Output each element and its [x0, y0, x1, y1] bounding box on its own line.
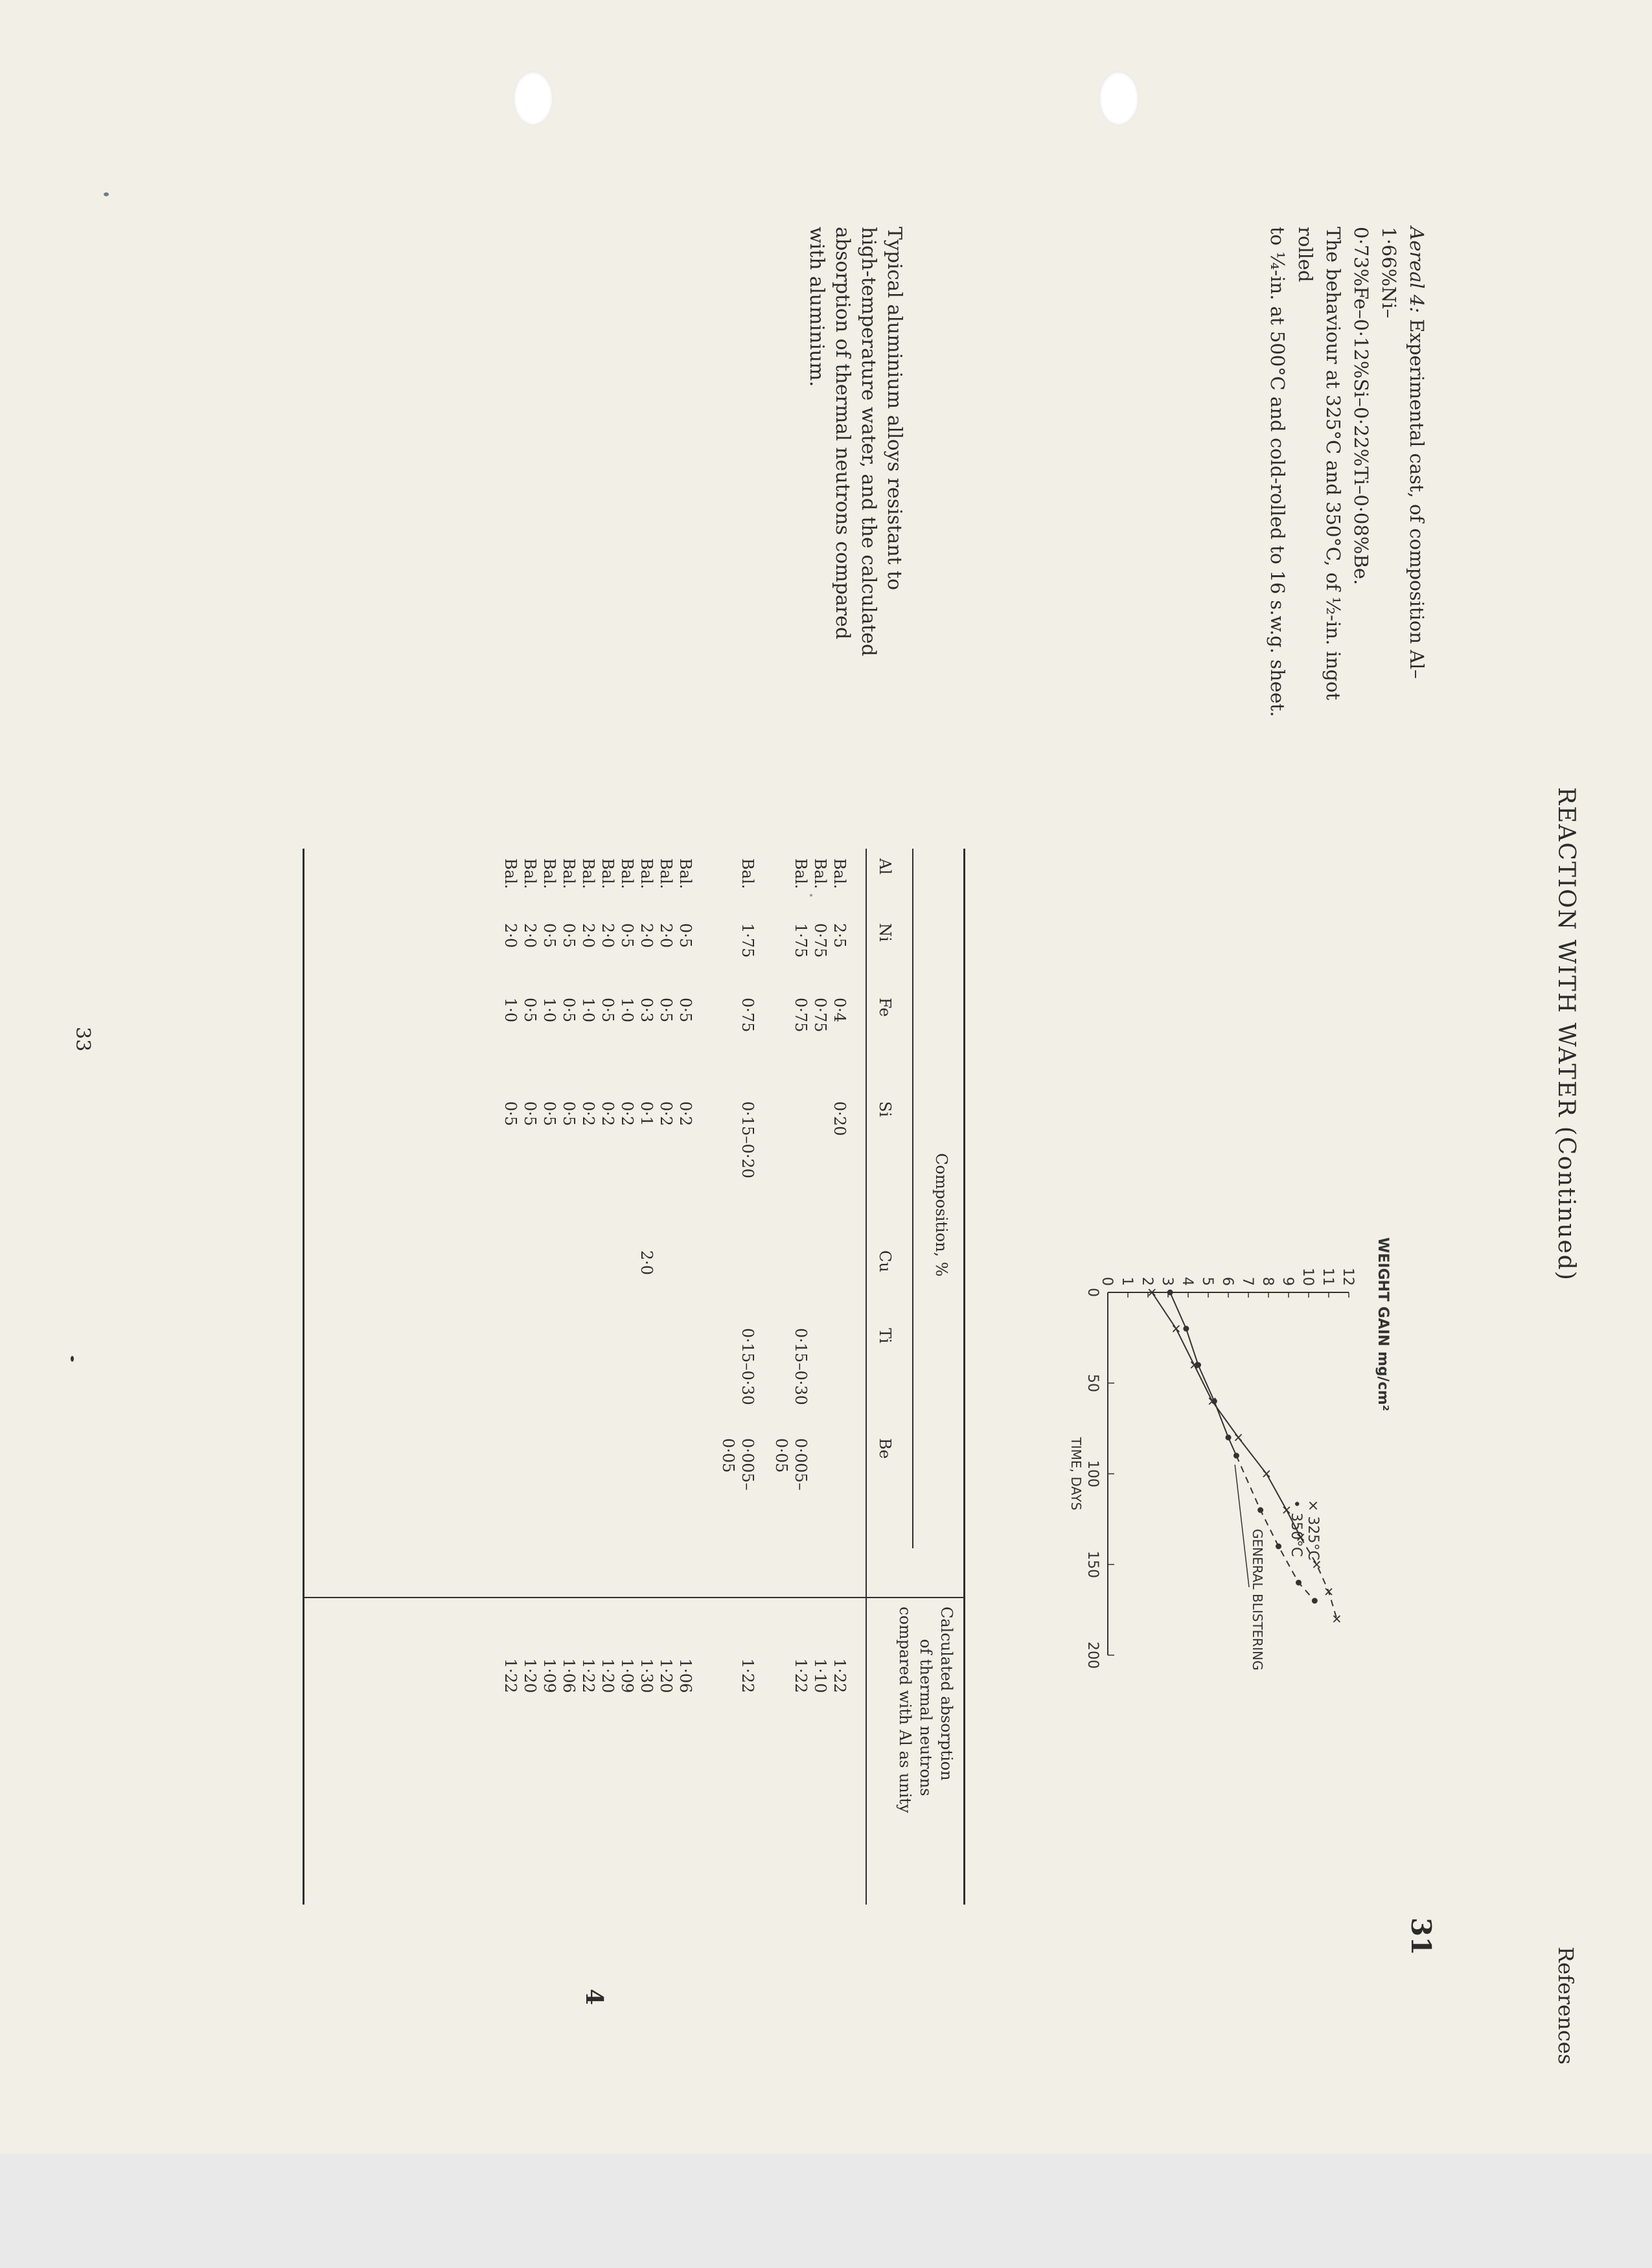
table-caption: [803, 227, 907, 656]
table-cell: 1·09: [618, 1658, 636, 1693]
table-cell: 1·06: [676, 1658, 694, 1693]
table-cell: 0·5: [521, 998, 539, 1023]
table-cell: 0·1: [637, 1101, 656, 1127]
table-cell: 0·5: [540, 923, 558, 948]
y-tick-label: 8: [1259, 1277, 1276, 1286]
table-cell: 2·0: [579, 923, 597, 948]
y-tick-label: 11: [1320, 1268, 1336, 1286]
table-cell: Bal.: [618, 858, 636, 889]
absorption-header: [895, 1607, 957, 1813]
annotation-leader: [1235, 1465, 1249, 1587]
table-cell: 0·75: [739, 998, 757, 1033]
data-point-350c: [1312, 1598, 1318, 1604]
table-cell: 1·09: [540, 1658, 558, 1693]
table-cell: 0·15–0·30: [792, 1328, 810, 1405]
data-point-350c: [1226, 1435, 1232, 1441]
table-cell: 2·0: [599, 923, 617, 948]
table-cell: 1·22: [739, 1658, 757, 1693]
table-cell: 0·5: [599, 998, 617, 1023]
table-cell: Bal.: [657, 858, 675, 889]
table-cell: Bal.: [501, 858, 520, 889]
table-cell: Bal.: [540, 858, 558, 889]
column-header-cu: Cu: [876, 1250, 894, 1272]
y-tick-label: 7: [1239, 1277, 1256, 1286]
table-cell: 0·05: [719, 1438, 737, 1473]
column-header-ti: Ti: [876, 1328, 894, 1344]
x-tick-label: 200: [1084, 1642, 1101, 1669]
table-header-rule: [866, 849, 867, 1905]
table-cell: 1·0: [540, 998, 558, 1023]
data-point-350c: [1195, 1362, 1201, 1368]
table-caption-line: with aluminium.: [805, 227, 828, 387]
y-tick-label: 9: [1279, 1277, 1296, 1286]
table-cell: Bal.: [811, 858, 829, 889]
x-tick-label: 100: [1084, 1460, 1101, 1487]
table-cell: 2·5: [831, 923, 849, 948]
table-cell: 1·0: [579, 998, 597, 1023]
table-cell: 1·75: [792, 923, 810, 958]
table-cell: 0·5: [521, 1101, 539, 1127]
table-cell: Bal.: [739, 858, 757, 889]
x-tick-label: 0: [1084, 1288, 1101, 1297]
table-cell: 1·30: [637, 1658, 656, 1693]
table-cell: 0·005–: [792, 1438, 810, 1491]
references-label: References: [1554, 1947, 1578, 2065]
data-point-350c: [1296, 1580, 1302, 1586]
table-cell: 1·0: [618, 998, 636, 1023]
caption-lead: Aereal 4:: [1406, 227, 1428, 314]
absorption-header-line: compared with Al as unity: [896, 1607, 914, 1813]
table-cell: 0·5: [560, 998, 578, 1023]
data-point-350c: [1276, 1544, 1281, 1550]
table-cell: 2·0: [657, 923, 675, 948]
series-line-325c: [1152, 1292, 1300, 1537]
table-cell: 0·2: [618, 1101, 636, 1127]
y-tick-label: 0: [1099, 1277, 1115, 1286]
footer-page-number: 33: [71, 1027, 94, 1052]
table-cell: 0·15–0·20: [739, 1101, 757, 1178]
page-title: REACTION WITH WATER (Continued): [1553, 787, 1579, 1281]
table-cell: 1·0: [501, 998, 520, 1023]
table-bottom-rule: [303, 849, 304, 1905]
y-tick-label: 3: [1159, 1277, 1175, 1286]
y-tick-label: 12: [1340, 1268, 1356, 1286]
column-header-be: Be: [876, 1438, 894, 1459]
table-cell: Bal.: [560, 858, 578, 889]
legend-350c: • 350°C: [1288, 1500, 1304, 1557]
x-axis-label: TIME, DAYS: [1068, 1437, 1084, 1511]
table-cell: 0·20: [831, 1101, 849, 1136]
column-header-fe: Fe: [876, 998, 894, 1017]
table-cell: 0·2: [676, 1101, 694, 1127]
table-caption-line: high-temperature water, and the calculated: [857, 227, 880, 657]
table-cell: 0·5: [657, 998, 675, 1023]
table-caption-line: absorption of thermal neutrons compared: [831, 227, 854, 640]
table-cell: Bal.: [579, 858, 597, 889]
table-cell: 0·4: [831, 998, 849, 1023]
table-cell: 0·2: [579, 1101, 597, 1127]
table-cell: 0·15–0·30: [739, 1328, 757, 1405]
y-tick-label: 1: [1119, 1277, 1135, 1286]
data-point-350c: [1257, 1507, 1263, 1513]
table-cell: 0·5: [676, 923, 694, 948]
table-cell: 0·005–: [739, 1438, 757, 1491]
composition-header: Composition, %: [932, 1153, 950, 1277]
table-cell: 0·3: [637, 998, 656, 1023]
data-point-325c: [1313, 1561, 1320, 1568]
table-cell: 0·5: [501, 1101, 520, 1127]
table-cell: 1·20: [521, 1658, 539, 1693]
caption-line: 0·73%Fe–0·12%Si–0·22%Ti–0·08%Be.: [1350, 227, 1372, 586]
table-cell: 0·2: [657, 1101, 675, 1127]
x-tick-label: 50: [1084, 1374, 1101, 1392]
data-point-350c: [1233, 1453, 1239, 1459]
data-point-350c: [1211, 1399, 1217, 1404]
data-point-325c: [1235, 1434, 1242, 1441]
y-axis-label: WEIGHT GAIN mg/cm²: [1375, 1237, 1391, 1412]
table-vertical-rule: [303, 1597, 964, 1598]
data-point-325c: [1173, 1325, 1179, 1332]
table-cell: 0·05: [772, 1438, 790, 1473]
absorption-header-line: of thermal neutrons: [917, 1639, 935, 1796]
figure-caption: [1263, 227, 1430, 719]
table-cell: 2·0: [501, 923, 520, 948]
series-line-350c: [1170, 1292, 1236, 1456]
x-tick-label: 150: [1084, 1551, 1101, 1578]
table-cell: 2·0: [637, 1250, 656, 1276]
table-cell: 1·75: [739, 923, 757, 958]
table-cell: Bal.: [831, 858, 849, 889]
table-cell: Bal.: [521, 858, 539, 889]
table-cell: 1·06: [560, 1658, 578, 1693]
table-cell: 0·2: [599, 1101, 617, 1127]
y-tick-label: 4: [1179, 1277, 1195, 1286]
table-cell: 1·22: [831, 1658, 849, 1693]
absorption-header-line: Calculated absorption: [937, 1607, 956, 1781]
y-tick-label: 10: [1300, 1268, 1316, 1286]
table-caption-line: Typical aluminium alloys resistant to: [883, 227, 906, 591]
table-cell: 0·5: [540, 1101, 558, 1127]
table-cell: 0·75: [811, 923, 829, 958]
table-cell: Bal.: [792, 858, 810, 889]
table-cell: Bal.: [676, 858, 694, 889]
y-tick-label: 5: [1199, 1277, 1215, 1286]
weight-gain-chart: [1040, 1224, 1406, 1794]
data-point-325c: [1263, 1471, 1270, 1477]
caption-line: Experimental cast, of composition Al–1·66%Ni–: [1378, 227, 1428, 679]
y-tick-label: 6: [1219, 1277, 1235, 1286]
table-cell: 1·20: [599, 1658, 617, 1693]
table-cell: 0·5: [618, 923, 636, 948]
column-header-si: Si: [876, 1101, 894, 1117]
table-cell: 0·5: [560, 923, 578, 948]
table-cell: 2·0: [637, 923, 656, 948]
table-cell: 1·22: [579, 1658, 597, 1693]
table-cell: 1·22: [501, 1658, 520, 1693]
caption-line: The behaviour at 325°C and 350°C, of ½-in. ingot rolled: [1294, 227, 1344, 700]
table-cell: 2·0: [521, 923, 539, 948]
table-cell: 1·20: [657, 1658, 675, 1693]
chart-svg: [1043, 1224, 1406, 1794]
caption-line: to ¼-in. at 500°C and cold-rolled to 16 s.w.g. sheet.: [1267, 227, 1289, 717]
data-point-350c: [1167, 1290, 1173, 1296]
table-cell: Bal.: [599, 858, 617, 889]
table-cell: 0·5: [560, 1101, 578, 1127]
reference-number: 4: [580, 1989, 608, 2006]
table-cell: 1·22: [792, 1658, 810, 1693]
right-page-number: 31: [1405, 1918, 1437, 1956]
column-header-al: Al: [876, 858, 894, 875]
table-top-rule: [963, 849, 965, 1905]
table-cell: 1·10: [811, 1658, 829, 1693]
composition-underline: [912, 849, 913, 1548]
table-cell: 0·5: [676, 998, 694, 1023]
table-cell: Bal.: [637, 858, 656, 889]
column-header-ni: Ni: [876, 923, 894, 942]
y-tick-label: 2: [1139, 1277, 1155, 1286]
legend-325c: × 325°C: [1305, 1500, 1321, 1561]
table-cell: 0·75: [811, 998, 829, 1033]
data-point-350c: [1183, 1326, 1189, 1332]
table-cell: 0·75: [792, 998, 810, 1033]
annotation-general-blistering: GENERAL BLISTERING: [1250, 1529, 1265, 1671]
